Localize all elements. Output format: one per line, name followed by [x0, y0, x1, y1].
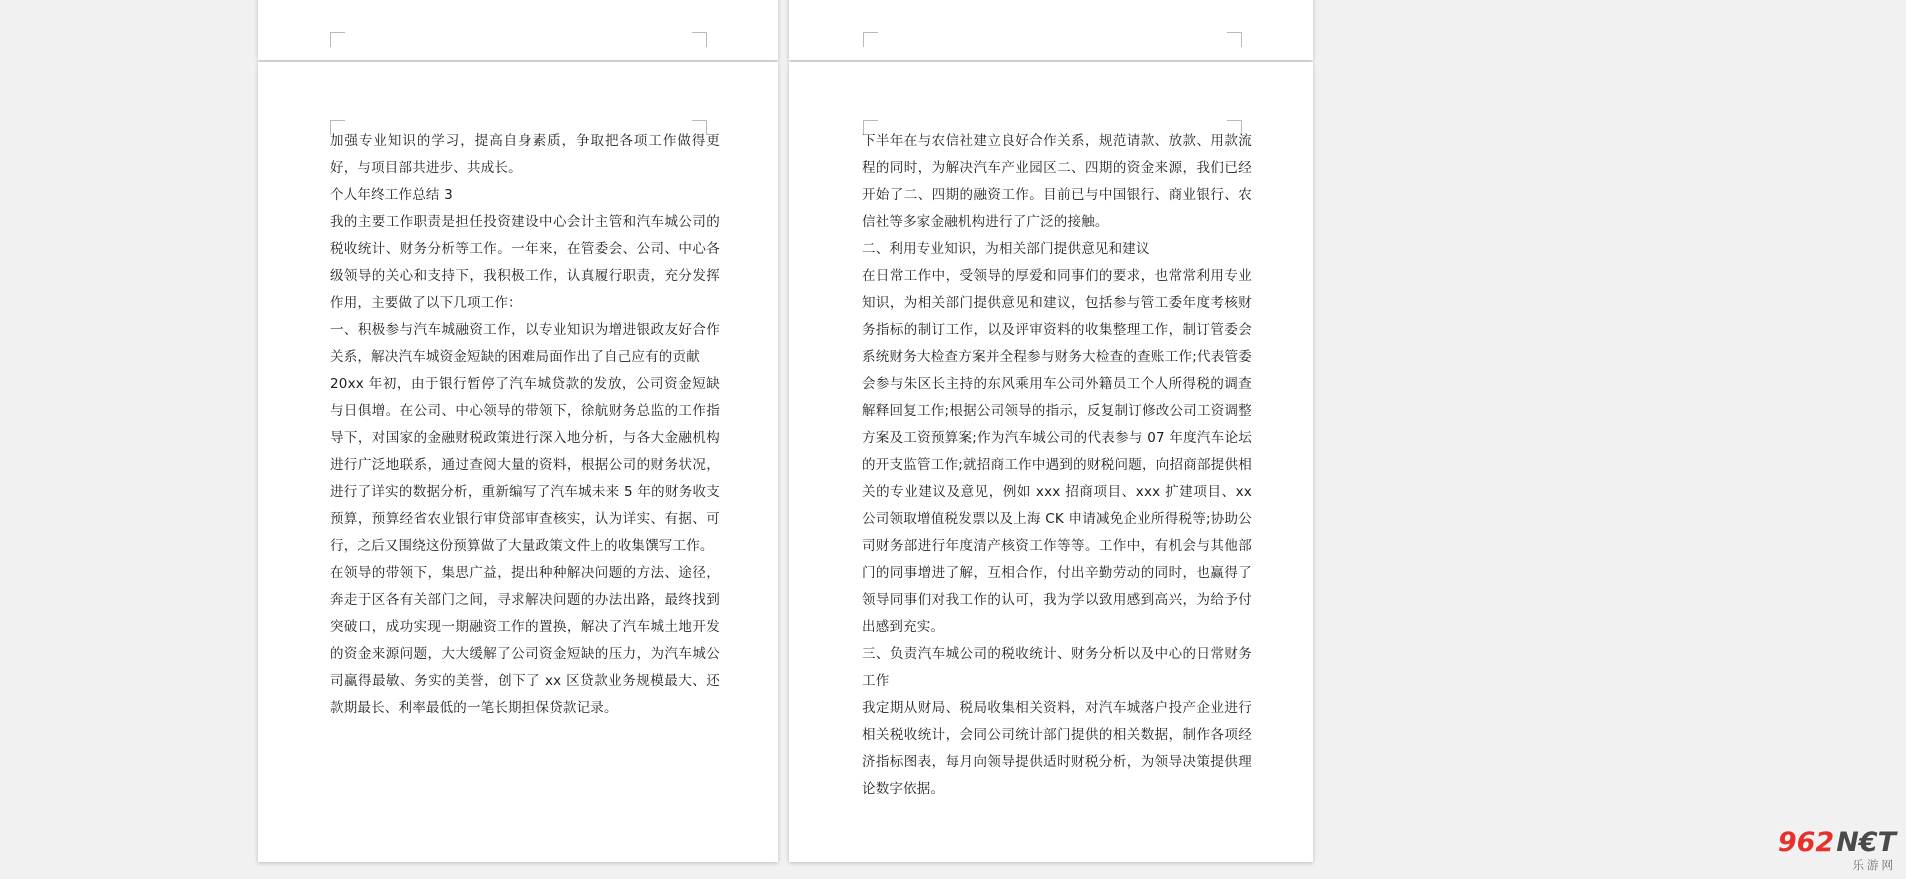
watermark-net: N€T [1836, 827, 1896, 858]
watermark-brand [1778, 829, 1896, 856]
document-page-sheet [789, 0, 1313, 60]
paragraph: 加强专业知识的学习，提高自身素质，争取把各项工作做得更好，与项目部共进步、共成长。 [330, 133, 720, 176]
paragraph-heading: 个人年终工作总结 3 [330, 187, 453, 203]
margin-mark-top-left-icon [330, 32, 345, 47]
watermark-962: 962 [1777, 827, 1835, 858]
paragraph-heading: 二、利用专业知识，为相关部门提供意见和建议 [862, 241, 1150, 257]
paragraph-heading: 三、负责汽车城公司的税收统计、财务分析以及中心的日常财务工作 [862, 646, 1252, 689]
margin-mark-top-right-icon [692, 32, 707, 47]
paragraph: 一、积极参与汽车城融资工作，以专业知识为增进银政友好合作关系，解决汽车城资金短缺的困难局面作出了自己应有的贡献 [330, 322, 720, 365]
page-text-left [330, 128, 720, 722]
watermark [1778, 829, 1896, 873]
paragraph: 我的主要工作职责是担任投资建设中心会计主管和汽车城公司的税收统计、财务分析等工作。一年来，在管委会、公司、中心各级领导的关心和支持下，我积极工作，认真履行职责，充分发挥作用，主要做了以下几项工作： [330, 214, 720, 311]
paragraph: 下半年在与农信社建立良好合作关系，规范请款、放款、用款流程的同时，为解决汽车产业园区二、四期的资金来源，我们已经开始了二、四期的融资工作。目前已与中国银行、商业银行、农信社等多家金融机构进行了广泛的接触。 [862, 133, 1252, 230]
margin-mark-top-left-icon [863, 32, 878, 47]
paragraph: 在日常工作中，受领导的厚爱和同事们的要求，也常常利用专业知识，为相关部门提供意见和建议，包括参与管工委年度考核财务指标的制订工作，以及评审资料的收集整理工作，制订管委会系统财务大检查方案并全程参与财务大检查的查账工作;代表管委会参与朱区长主持的东风乘用车公司外籍员工个人所得税的调查解释回复工作;根据公司领导的指示，反复制订修改公司工资调整方案及工资预算案;作为汽车城公司的代表参与 07 年度汽车论坛的开支监管工作;就招商工作中遇到的财税问题，向招商部提供相关的专业建议及意见，例如 xxx 招商项目、xxx 扩建项目、xx 公司领取增值税发票以及上海 CK 申请减免企业所得税等;协助公司财务部进行年度清产核资工作等等。工作中，有机会与其他部门的同事增进了解，互相合作，付出辛勤劳动的同时，也赢得了领导同事们对我工作的认可，我为学以致用感到高兴，为给予付出感到充实。 [862, 268, 1252, 635]
watermark-subtitle: 乐游网 [1852, 858, 1896, 872]
paragraph: 我定期从财局、税局收集相关资料，对汽车城落户投产企业进行相关税收统计，会同公司统计部门提供的相关数据，制作各项经济指标图表，每月向领导提供适时财税分析，为领导决策提供理论数字依据。 [862, 700, 1252, 797]
paragraph: 20xx 年初，由于银行暂停了汽车城贷款的发放，公司资金短缺与日俱增。在公司、中心领导的带领下，徐航财务总监的工作指导下，对国家的金融财税政策进行深入地分析，与各大金融机构进行广泛地联系，通过查阅大量的资料，根据公司的财务状况，进行了详实的数据分析，重新编写了汽车城未来 5 年的财务收支预算，预算经省农业银行审贷部审查核实，认为详实、有据、可行，之后又围绕这份预算做了大量政策文件上的收集馔写工作。 [330, 376, 720, 554]
paragraph: 在领导的带领下，集思广益，提出种种解决问题的方法、途径，奔走于区各有关部门之间，寻求解决问题的办法出路，最终找到突破口，成功实现一期融资工作的置换，解决了汽车城土地开发的资金来源问题，大大缓解了公司资金短缺的压力，为汽车城公司赢得最敏、务实的美誉，创下了 xx 区贷款业务规模最大、还款期最长、利率最低的一笔长期担保贷款记录。 [330, 565, 720, 716]
document-page-sheet [258, 0, 778, 60]
margin-mark-top-right-icon [1227, 32, 1242, 47]
page-text-right [862, 128, 1252, 803]
